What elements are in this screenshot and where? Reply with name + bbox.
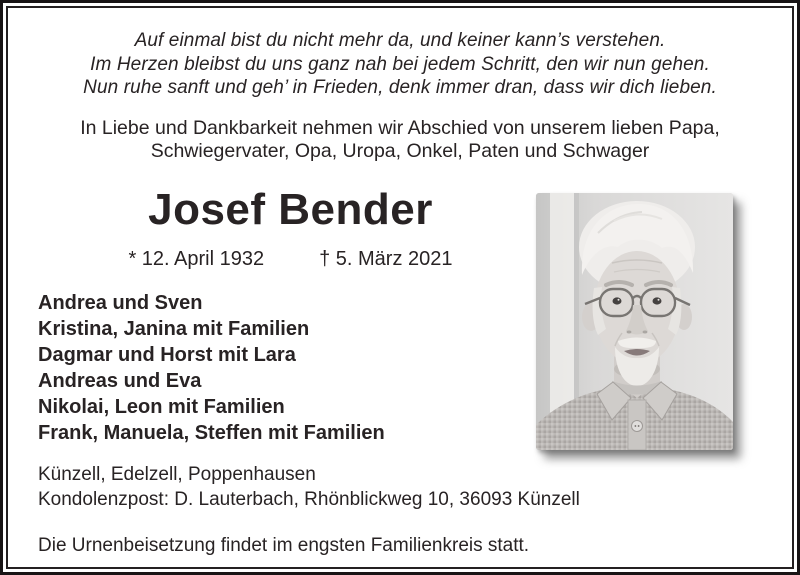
- addresses: [38, 462, 580, 512]
- condolence-line: Kondolenzpost: D. Lauterbach, Rhönblickweg 10, 36093 Künzell: [38, 489, 580, 510]
- mourner-row: Andreas und Eva: [38, 370, 202, 392]
- poem-line: Auf einmal bist du nicht mehr da, und keiner kann’s verstehen.: [134, 30, 666, 51]
- death-date: † 5. März 2021: [319, 248, 453, 270]
- poem-line: Nun ruhe sanft und geh’ in Frieden, denk immer dran, dass wir dich lieben.: [83, 77, 717, 98]
- places-line: Künzell, Edelzell, Poppenhausen: [38, 464, 316, 485]
- birth-date: * 12. April 1932: [128, 248, 265, 270]
- mourner-row: Andrea und Sven: [38, 292, 203, 314]
- mourner-row: Kristina, Janina mit Familien: [38, 318, 310, 340]
- poem-line: Im Herzen bleibst du uns ganz nah bei jedem Schritt, den wir nun gehen.: [90, 53, 710, 75]
- memorial-poem: [3, 29, 797, 100]
- deceased-name: Josef Bender: [148, 185, 433, 234]
- farewell-line: In Liebe und Dankbarkeit nehmen wir Abschied von unserem lieben Papa,: [80, 117, 720, 139]
- mourner-row: Frank, Manuela, Steffen mit Familien: [38, 422, 385, 444]
- portrait-photo: [536, 193, 733, 450]
- portrait-photo-illustration: [536, 193, 733, 450]
- mourner-row: Nikolai, Leon mit Familien: [38, 396, 285, 418]
- life-dates: [38, 248, 543, 270]
- mourner-row: Dagmar und Horst mit Lara: [38, 344, 296, 366]
- mourners-list: [38, 290, 385, 446]
- funeral-note: Die Urnenbeisetzung findet im engsten Familienkreis statt.: [38, 535, 530, 556]
- farewell-text: [3, 117, 797, 163]
- farewell-line: Schwiegervater, Opa, Uropa, Onkel, Paten und Schwager: [150, 140, 650, 162]
